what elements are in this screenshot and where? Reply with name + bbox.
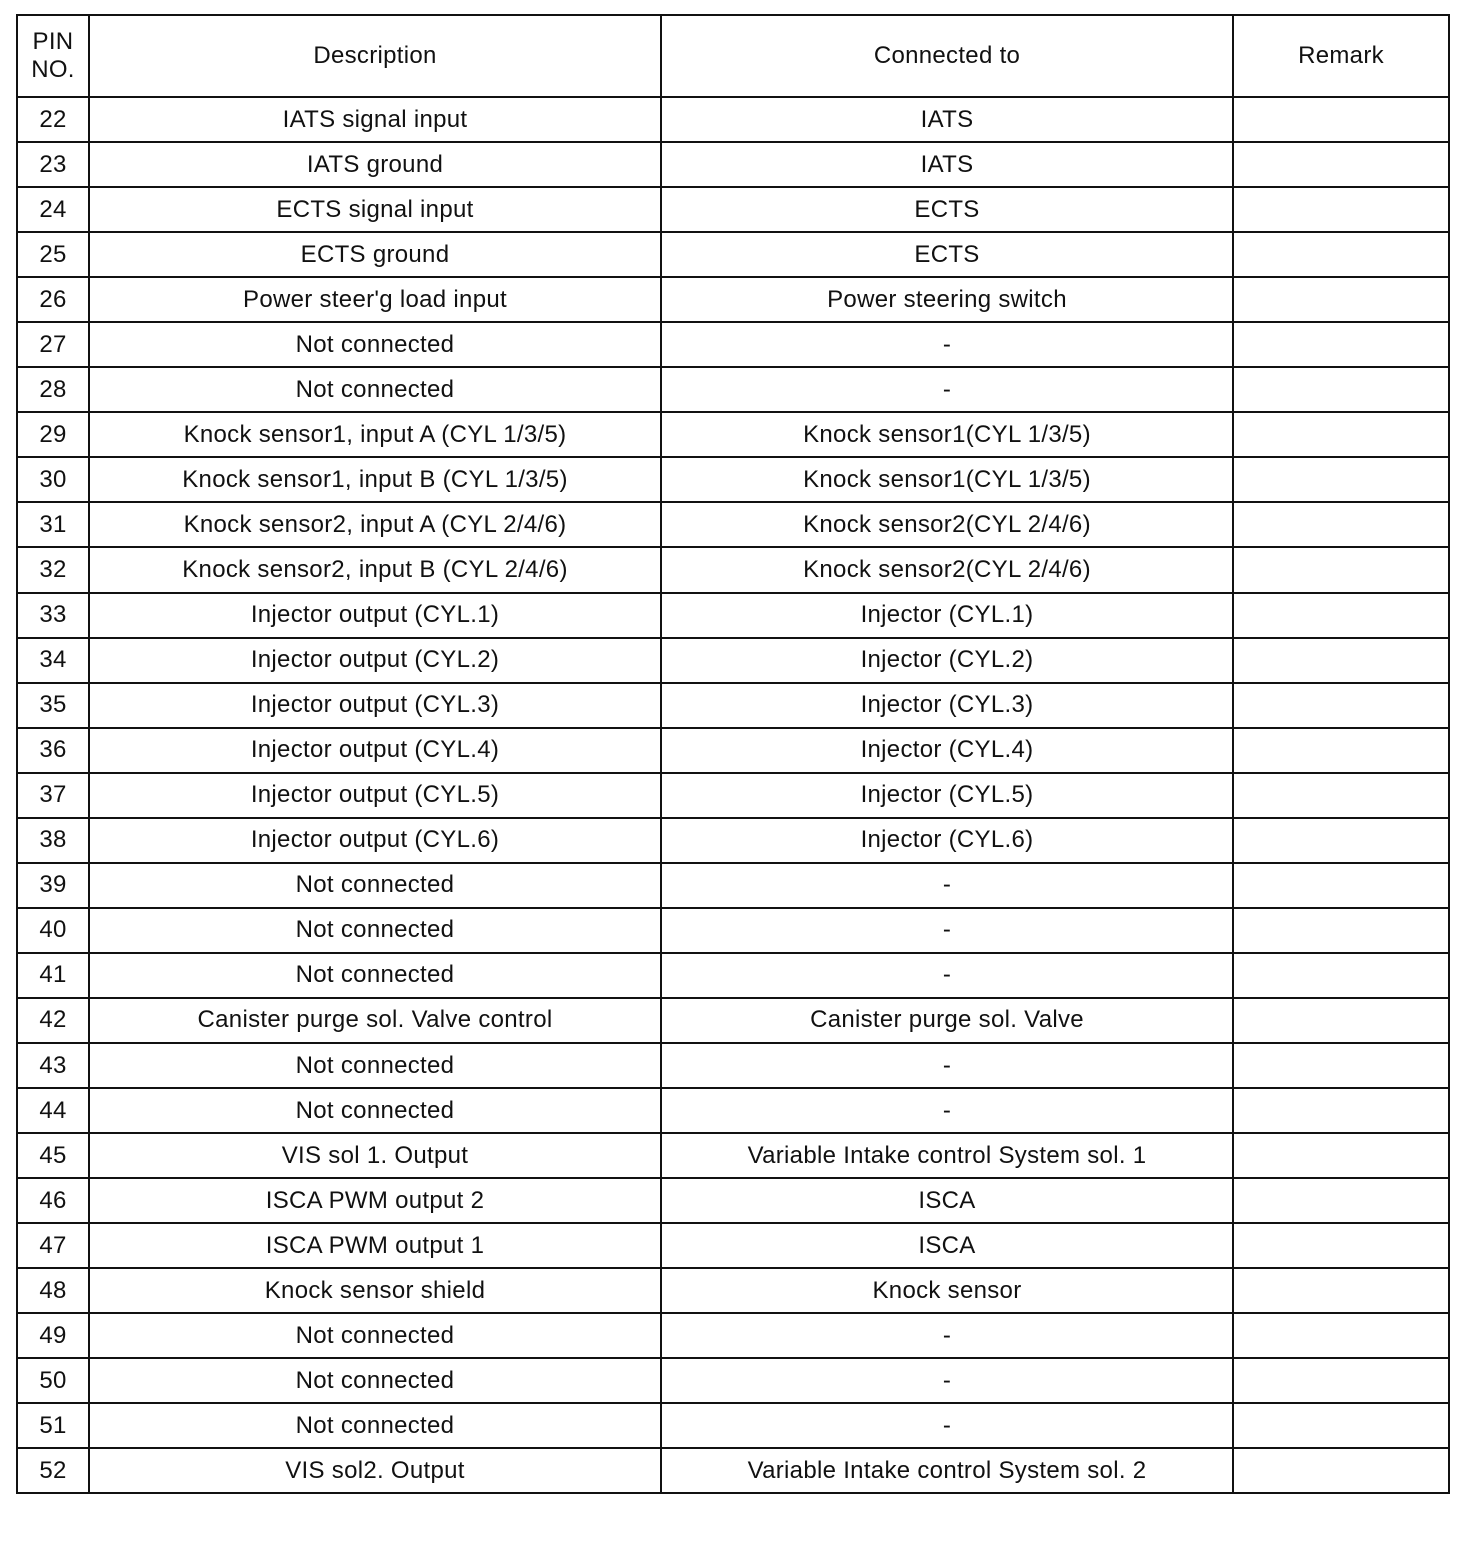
cell-remark [1233,1268,1449,1313]
cell-description: Knock sensor1, input A (CYL 1/3/5) [89,412,661,457]
cell-pin-no: 52 [17,1448,89,1493]
cell-description: Canister purge sol. Valve control [89,998,661,1043]
cell-remark [1233,638,1449,683]
cell-remark [1233,502,1449,547]
table-row [17,1313,1449,1358]
pin-table-sheet [16,14,1448,1494]
cell-connected-to: Injector (CYL.2) [661,638,1233,683]
cell-remark [1233,1133,1449,1178]
cell-connected-to: ECTS [661,187,1233,232]
cell-pin-no: 40 [17,908,89,953]
cell-connected-to: - [661,1043,1233,1088]
cell-connected-to: Knock sensor [661,1268,1233,1313]
cell-remark [1233,953,1449,998]
table-header [17,15,1449,97]
cell-remark [1233,1088,1449,1133]
header-connected-to: Connected to [661,15,1233,97]
cell-connected-to: - [661,1088,1233,1133]
cell-description: Not connected [89,1043,661,1088]
cell-connected-to: - [661,1403,1233,1448]
cell-pin-no: 27 [17,322,89,367]
cell-pin-no: 23 [17,142,89,187]
cell-connected-to: Knock sensor2(CYL 2/4/6) [661,502,1233,547]
cell-connected-to: - [661,367,1233,412]
cell-pin-no: 47 [17,1223,89,1268]
cell-connected-to: ISCA [661,1178,1233,1223]
cell-connected-to: ECTS [661,232,1233,277]
table-row [17,818,1449,863]
cell-description: Injector output (CYL.5) [89,773,661,818]
cell-description: IATS ground [89,142,661,187]
table-row [17,1043,1449,1088]
cell-pin-no: 49 [17,1313,89,1358]
cell-connected-to: - [661,863,1233,908]
table-row [17,547,1449,592]
cell-description: Knock sensor1, input B (CYL 1/3/5) [89,457,661,502]
cell-description: Knock sensor shield [89,1268,661,1313]
cell-connected-to: Injector (CYL.6) [661,818,1233,863]
cell-pin-no: 26 [17,277,89,322]
cell-pin-no: 25 [17,232,89,277]
table-row [17,367,1449,412]
cell-remark [1233,998,1449,1043]
cell-remark [1233,322,1449,367]
cell-connected-to: - [661,322,1233,367]
cell-description: Not connected [89,367,661,412]
cell-pin-no: 37 [17,773,89,818]
cell-remark [1233,728,1449,773]
cell-remark [1233,547,1449,592]
cell-description: Not connected [89,1088,661,1133]
table-row [17,1403,1449,1448]
cell-description: Knock sensor2, input B (CYL 2/4/6) [89,547,661,592]
cell-remark [1233,683,1449,728]
cell-connected-to: Injector (CYL.4) [661,728,1233,773]
cell-description: Not connected [89,1313,661,1358]
cell-description: Not connected [89,863,661,908]
cell-remark [1233,277,1449,322]
table-row [17,97,1449,142]
cell-description: VIS sol2. Output [89,1448,661,1493]
cell-description: IATS signal input [89,97,661,142]
table-row [17,1088,1449,1133]
cell-remark [1233,142,1449,187]
cell-description: Not connected [89,1403,661,1448]
table-row [17,187,1449,232]
table-row [17,232,1449,277]
cell-pin-no: 35 [17,683,89,728]
cell-remark [1233,593,1449,638]
cell-pin-no: 34 [17,638,89,683]
cell-connected-to: IATS [661,142,1233,187]
table-row [17,728,1449,773]
cell-remark [1233,1403,1449,1448]
cell-pin-no: 30 [17,457,89,502]
cell-remark [1233,863,1449,908]
table-row [17,1268,1449,1313]
table-row [17,953,1449,998]
table-row [17,1448,1449,1493]
table-row [17,322,1449,367]
cell-connected-to: - [661,1313,1233,1358]
header-pin-line1: PIN [32,28,74,55]
cell-remark [1233,457,1449,502]
cell-remark [1233,187,1449,232]
cell-connected-to: ISCA [661,1223,1233,1268]
cell-connected-to: Variable Intake control System sol. 1 [661,1133,1233,1178]
cell-description: VIS sol 1. Output [89,1133,661,1178]
cell-description: Not connected [89,953,661,998]
cell-description: Not connected [89,1358,661,1403]
cell-pin-no: 46 [17,1178,89,1223]
cell-pin-no: 51 [17,1403,89,1448]
cell-remark [1233,1313,1449,1358]
header-pin-no [17,15,89,97]
cell-pin-no: 38 [17,818,89,863]
cell-connected-to: - [661,1358,1233,1403]
cell-remark [1233,97,1449,142]
table-row [17,1178,1449,1223]
header-remark: Remark [1233,15,1449,97]
cell-description: Not connected [89,908,661,953]
cell-pin-no: 44 [17,1088,89,1133]
header-description: Description [89,15,661,97]
cell-remark [1233,1358,1449,1403]
cell-pin-no: 50 [17,1358,89,1403]
table-row [17,683,1449,728]
table-row [17,998,1449,1043]
cell-remark [1233,1043,1449,1088]
cell-pin-no: 42 [17,998,89,1043]
cell-connected-to: Injector (CYL.3) [661,683,1233,728]
cell-pin-no: 36 [17,728,89,773]
cell-pin-no: 24 [17,187,89,232]
cell-connected-to: Knock sensor1(CYL 1/3/5) [661,457,1233,502]
cell-connected-to: Injector (CYL.5) [661,773,1233,818]
cell-remark [1233,773,1449,818]
table-row [17,863,1449,908]
pin-table [16,14,1450,1494]
table-row [17,412,1449,457]
cell-connected-to: - [661,908,1233,953]
cell-remark [1233,1178,1449,1223]
cell-connected-to: Knock sensor1(CYL 1/3/5) [661,412,1233,457]
cell-description: Injector output (CYL.3) [89,683,661,728]
table-row [17,773,1449,818]
cell-remark [1233,1223,1449,1268]
cell-remark [1233,908,1449,953]
cell-remark [1233,367,1449,412]
cell-connected-to: - [661,953,1233,998]
cell-description: Injector output (CYL.6) [89,818,661,863]
header-pin-line2: NO. [31,56,75,83]
cell-pin-no: 43 [17,1043,89,1088]
cell-pin-no: 22 [17,97,89,142]
cell-pin-no: 29 [17,412,89,457]
cell-description: Injector output (CYL.4) [89,728,661,773]
table-row [17,1223,1449,1268]
table-row [17,638,1449,683]
table-body [17,97,1449,1493]
cell-connected-to: Knock sensor2(CYL 2/4/6) [661,547,1233,592]
cell-connected-to: Injector (CYL.1) [661,593,1233,638]
cell-pin-no: 39 [17,863,89,908]
cell-pin-no: 48 [17,1268,89,1313]
cell-pin-no: 28 [17,367,89,412]
cell-remark [1233,232,1449,277]
cell-connected-to: IATS [661,97,1233,142]
cell-connected-to: Canister purge sol. Valve [661,998,1233,1043]
table-row [17,1133,1449,1178]
cell-description: Power steer'g load input [89,277,661,322]
cell-pin-no: 33 [17,593,89,638]
cell-connected-to: Variable Intake control System sol. 2 [661,1448,1233,1493]
cell-pin-no: 41 [17,953,89,998]
cell-remark [1233,818,1449,863]
cell-pin-no: 45 [17,1133,89,1178]
table-row [17,502,1449,547]
cell-description: ISCA PWM output 2 [89,1178,661,1223]
table-row [17,593,1449,638]
table-row [17,277,1449,322]
table-row [17,908,1449,953]
cell-description: ISCA PWM output 1 [89,1223,661,1268]
header-row [17,15,1449,97]
cell-description: Knock sensor2, input A (CYL 2/4/6) [89,502,661,547]
table-row [17,142,1449,187]
cell-description: ECTS ground [89,232,661,277]
cell-connected-to: Power steering switch [661,277,1233,322]
table-row [17,1358,1449,1403]
cell-description: Not connected [89,322,661,367]
cell-remark [1233,412,1449,457]
cell-pin-no: 31 [17,502,89,547]
cell-description: Injector output (CYL.2) [89,638,661,683]
table-row [17,457,1449,502]
cell-description: ECTS signal input [89,187,661,232]
cell-description: Injector output (CYL.1) [89,593,661,638]
cell-pin-no: 32 [17,547,89,592]
cell-remark [1233,1448,1449,1493]
